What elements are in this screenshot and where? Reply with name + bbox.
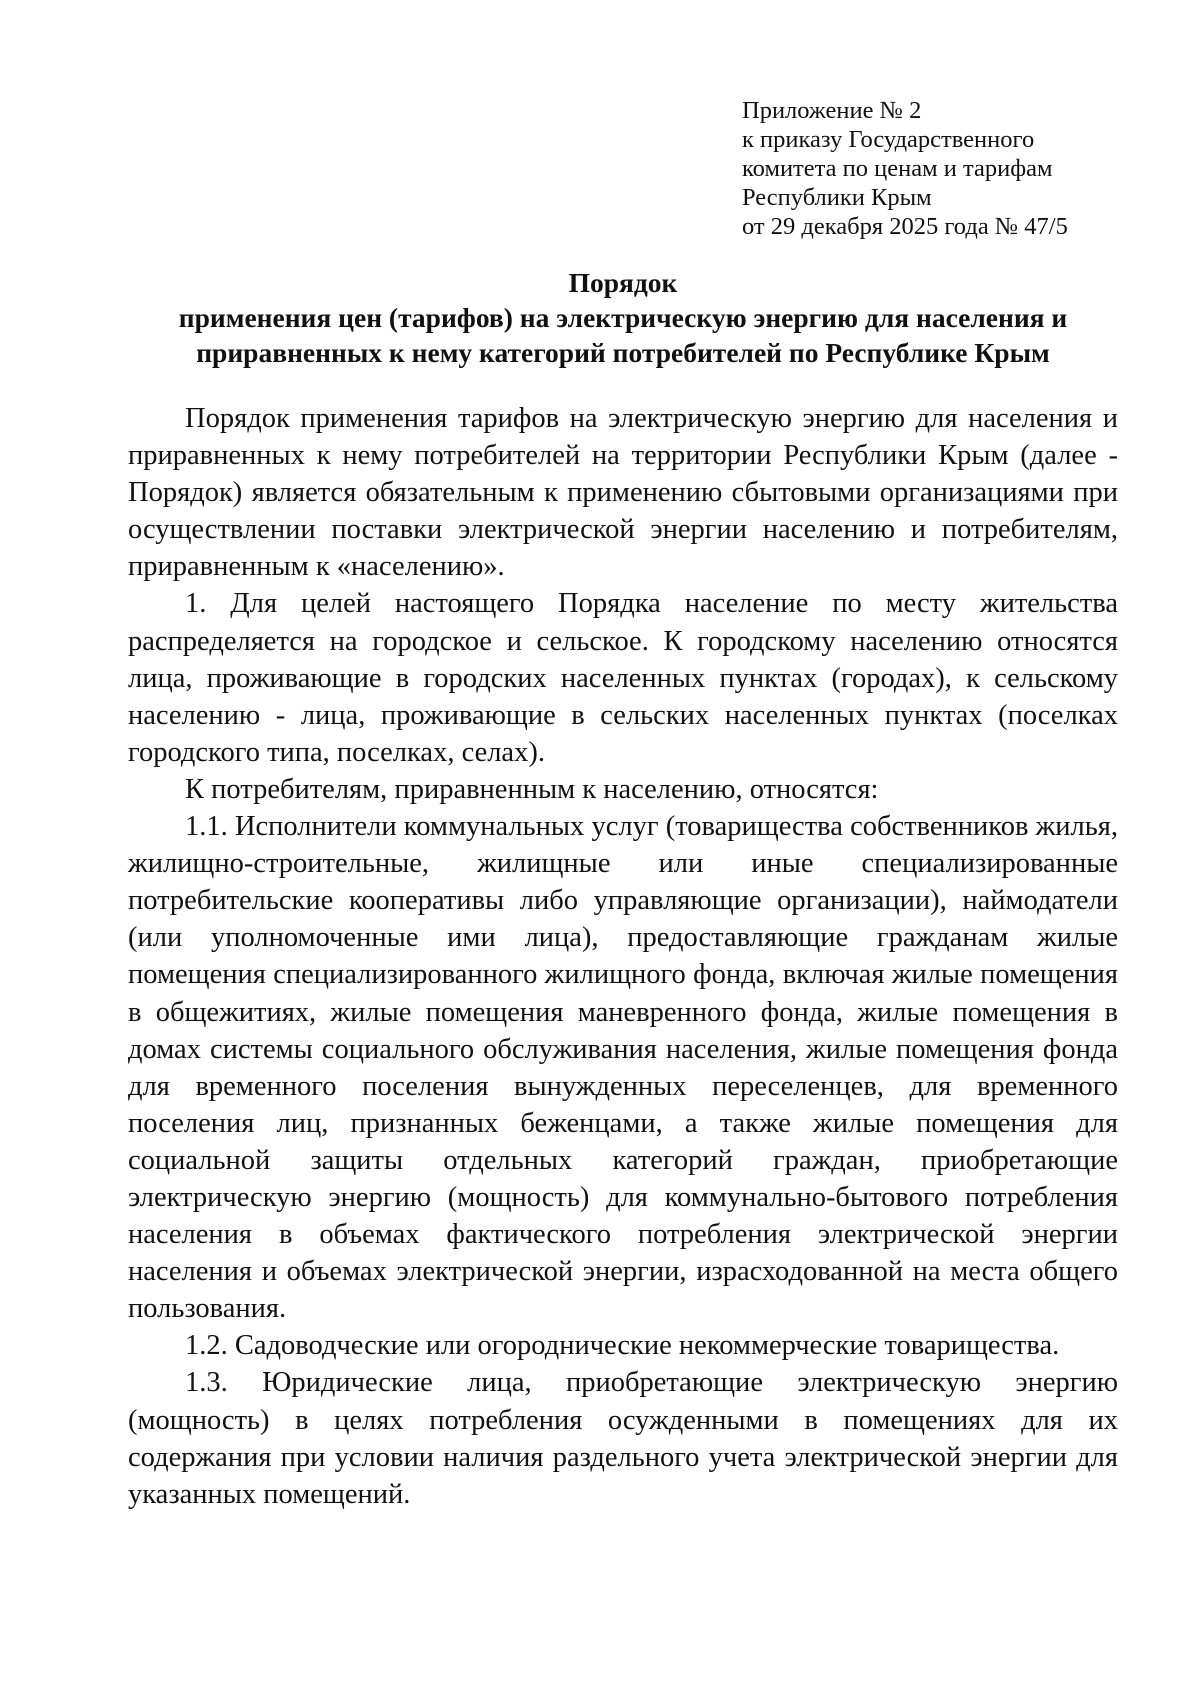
paragraph-intro: Порядок применения тарифов на электрическую энергию для населения и приравненных к нему потребителей на территории Республики Крым (далее - Порядок) является обязательным к применению сбытовыми организациями при осуществлении поставки электрической энергии населению и потребителям, приравненным к «населению».	[128, 403, 1118, 583]
paragraph-consumers: К потребителям, приравненным к населению, относятся:	[185, 773, 879, 805]
paragraph-1-3: 1.3. Юридические лица, приобретающие электрическую энергию (мощность) в целях потребления осужденными в помещениях для их содержания при условии наличия раздельного учета электрической энергии для указанных помещений.	[128, 1367, 1118, 1510]
appendix-line-committee: комитета по ценам и тарифам	[742, 155, 1053, 182]
document-body	[128, 400, 1118, 1513]
appendix-line-republic: Республики Крым	[742, 184, 932, 211]
appendix-line-number: Приложение № 2	[742, 97, 922, 124]
paragraph-1-1: 1.1. Исполнители коммунальных услуг (товарищества собственников жилья, жилищно-строительные, жилищные или иные специализированные потребительские кооперативы либо управляющие организации), наймодатели (или уполномоченные ими лица), предоставляющие гражданам жилые помещения специализированного жилищного фонда, включая жилые помещения в общежитиях, жилые помещения маневренного фонда, жилые помещения в домах системы социального обслуживания населения, жилые помещения фонда для временного поселения вынужденных переселенцев, для временного поселения лиц, признанных беженцами, а также жилые помещения для социальной защиты отдельных категорий граждан, приобретающие электрическую энергию (мощность) для коммунально-бытового потребления населения в объемах фактического потребления электрической энергии населения и объемах электрической энергии, израсходованной на места общего пользования.	[128, 811, 1118, 1325]
title-line-1: применения цен (тарифов) на электрическую энергию для населения и	[178, 302, 1068, 333]
appendix-line-order: к приказу Государственного	[742, 126, 1035, 153]
title-line-2: приравненных к нему категорий потребителей по Республике Крым	[196, 337, 1050, 368]
appendix-note	[742, 96, 1142, 241]
appendix-line-date: от 29 декабря 2025 года № 47/5	[742, 213, 1068, 240]
title-heading: Порядок	[568, 267, 678, 298]
paragraph-1-2: 1.2. Садоводческие или огороднические некоммерческие товарищества.	[185, 1330, 1060, 1362]
paragraph-1: 1. Для целей настоящего Порядка население по месту жительства распределяется на городское и сельское. К городскому населению относятся лица, проживающие в городских населенных пунктах (городах), к сельскому населению - лица, проживающие в сельских населенных пунктах (поселках городского типа, поселках, селах).	[128, 588, 1118, 768]
document-title	[128, 265, 1118, 370]
